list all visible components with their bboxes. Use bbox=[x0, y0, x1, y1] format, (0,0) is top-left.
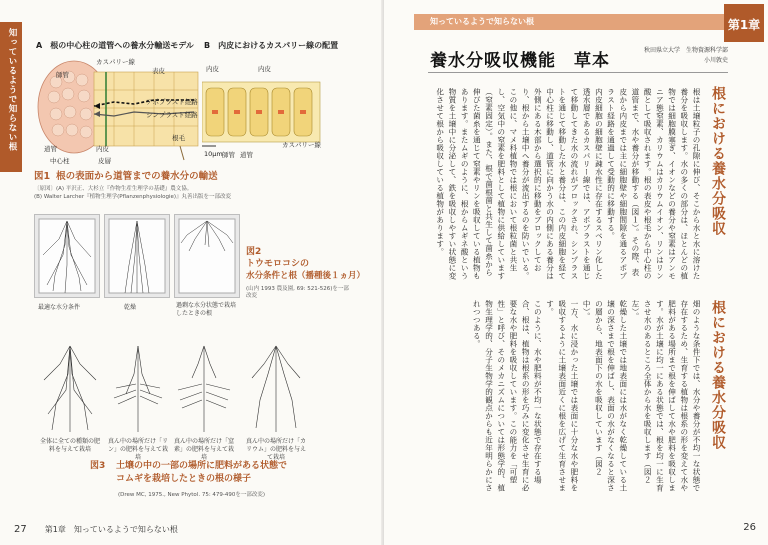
right-page-number: 26 bbox=[743, 522, 756, 533]
chapter-strip-text: 知っているようで知らない根 bbox=[430, 17, 534, 26]
label-apoplast: アポプラスト経路 bbox=[146, 98, 198, 106]
figure1-source-2: (B) Walter Larcher『植物生理学(Pflanzenphysiologie)』丸善出版を一部改変 bbox=[34, 194, 232, 200]
section1-heading: 根における養水分吸収 bbox=[710, 86, 726, 236]
figure3-root-all bbox=[38, 344, 102, 434]
figure3-root-phosphorus bbox=[106, 344, 170, 434]
author-name: 小川敦史 bbox=[703, 57, 728, 64]
figure2-photo-optimal bbox=[34, 214, 100, 298]
figure2-label-dry: 乾燥 bbox=[124, 304, 137, 311]
section2-paragraph-4: このように、水や肥料が不均一な状態で存在する場合、根は、植物は根系の形を巧みに変化させ生育に必要な水や肥料を吸収しています。この能力を「可塑性」と呼び、そのメカニズムについては形態学的、植物生理学的、分子生物学的観点からも近年明らかにされつつある。 bbox=[472, 300, 543, 492]
figure1-caption-number: 図1 bbox=[34, 171, 51, 182]
article-title: 養水分吸収機能 草本 bbox=[430, 51, 610, 71]
figure1-panel-a-title: A 根の中心柱の道管への養水分輸送モデル bbox=[36, 41, 194, 50]
label-phloem-a: 師管 bbox=[56, 71, 69, 79]
label-stele: 中心柱 bbox=[50, 157, 70, 165]
figure3-caption-number: 図3 bbox=[90, 461, 106, 471]
left-running-footer: 第1章 知っているようで知らない根 bbox=[44, 525, 178, 534]
section1-paragraph-2: 内皮細胞の細胞壁に疎水性に存在するスベリン化した透水層であるカスパリー線では、アポプラストを通じて移動してきた水の流れがブロックされ、シンプラストを通じて移動した水と養分は、この内皮細胞を経て中心柱に移動し、道管に向かう水の内側にある養分は外側にある木部から選択的に移動をブロックしており、根から土壌中へ養分が流出するのを防いでいる。 bbox=[521, 88, 604, 280]
side-tab-text: 知っているようで知らない根 bbox=[7, 28, 17, 152]
label-endodermis-b1: 内皮 bbox=[206, 65, 219, 73]
figure2-source: (山内 1993 農及園, 69: 521-526)を一部改変 bbox=[246, 286, 349, 299]
section2-paragraph-2: 乾燥した土壌では地表面には水がなく乾燥している土壌の深さまで根を伸ばし、表面の水がなくなると深さの層から、地表面下の水を吸収しています（図２中）。 bbox=[582, 300, 628, 492]
label-casparian-b: カスパリー線 bbox=[282, 141, 321, 149]
label-scale: 10μm bbox=[204, 150, 223, 158]
label-root-hair: 根毛 bbox=[172, 134, 185, 142]
figure1-caption-text: 根の表面から道管までの養水分の輸送 bbox=[56, 171, 218, 182]
section2-heading: 根における養水分吸収 bbox=[710, 300, 726, 450]
left-footer bbox=[14, 524, 178, 535]
figure1-panel-b-diagram bbox=[202, 74, 322, 148]
label-endodermis-b2: 内皮 bbox=[258, 65, 271, 73]
section2-paragraph-3: 一方、水に浸かった土壌では表面に十分な水や肥料を吸収するように土壌表面近くに根を広げて生育させます。 bbox=[545, 300, 579, 492]
section1-paragraph-3: この他に、マメ科植物では根において根粒菌と共生し、空気中の窒素を肥料として植物に供給しています（窒素固定）。また、根で菌根菌と共生して菌糸から伸びた菌糸を通じて窒素やリンを吸収している植物もあります。またムギのように、根からムギネ酸という物質を土壌中に分泌して、鉄を吸収しやすい状態に変化させて根から吸収している植物があります。 bbox=[435, 88, 518, 280]
label-xylem-a: 道管 bbox=[44, 145, 57, 153]
figure2-photo-wet bbox=[174, 214, 240, 298]
label-cortex: 皮層 bbox=[98, 157, 111, 165]
section2-body bbox=[396, 300, 702, 496]
label-phloem-b: 師管 bbox=[222, 151, 235, 159]
figure3-root-nitrogen bbox=[172, 344, 236, 434]
label-xylem-b: 道管 bbox=[240, 151, 253, 159]
section1-body bbox=[396, 88, 702, 284]
author-affiliation: 秋田県立大学 生物資源科学部 bbox=[643, 47, 728, 54]
chapter-label: 第1章 bbox=[727, 18, 761, 32]
figure1-panel-b-title: B 内皮におけるカスパリー線の配置 bbox=[204, 41, 339, 50]
figure3-root-potassium bbox=[244, 344, 308, 434]
figure2-label-optimal: 最適な水分条件 bbox=[38, 304, 81, 311]
figure3-caption-line2: コムギを栽培したときの根の様子 bbox=[116, 474, 252, 484]
figure3-caption-line1: 土壌の中の一部の場所に肥料がある状態で bbox=[116, 461, 288, 471]
figure3-label-phosphorus: 真ん中の場所だけ「リン」の肥料を与えて栽培 bbox=[107, 438, 168, 461]
figure3-label-potassium: 真ん中の場所だけ「カリウム」の肥料を与えて栽培 bbox=[245, 438, 306, 461]
figure1-source-1: 〔原図〕(A) 平沢正、大杉立『作物生産生理学の基礎』農文協。 bbox=[34, 186, 193, 192]
label-epidermis-a: 表皮 bbox=[152, 67, 165, 75]
figure2-caption-line1: トウモロコシの bbox=[246, 259, 310, 269]
figure3-label-nitrogen: 真ん中の場所だけ「窒素」の肥料を与えて栽培 bbox=[173, 438, 234, 461]
figure2-label-wet: 過剰な水分状態で栽培したときの根 bbox=[176, 302, 237, 317]
label-endodermis-a: 内皮 bbox=[96, 145, 109, 153]
figure1-panel-a-diagram bbox=[34, 52, 202, 162]
left-page-number: 27 bbox=[14, 524, 27, 535]
figure2-photo-dry bbox=[104, 214, 170, 298]
section2-paragraph-1: 畑のような条件下では、水分や養分が不均一な状態で存在するため、生育する植物は根系の形を変えて水や肥料がある場所まで根を伸ばして水や肥料を吸収します。水が土壌に均一にある状態では、根を均一に生育させ水のあるところ全体から水を吸収します（図２左）。 bbox=[630, 300, 701, 492]
figure1-caption bbox=[34, 168, 218, 182]
author-block bbox=[632, 46, 728, 66]
section1-paragraph-1: 根は土壌粒子の孔隙に伸び、そこから水と水に溶けた養分を吸収します。水の多くの部分は、ほとんどの植物では細胞膜塞ぎ、イオンなどの養分や窒素はアンモニア態窒素、カリウムはカリウムイオン、リンはリン酸として吸収されます。根の表皮や根毛から中心柱の道管まで、水や養分が移動する（図１）。その際、表皮から内皮までは主に細胞壁や細胞間隙を通るアポプラスト経路を通過して受動的に移動する。 bbox=[606, 88, 701, 280]
label-casparian-a: カスパリー線 bbox=[96, 58, 135, 66]
label-symplast: シンプラスト経路 bbox=[146, 111, 198, 119]
figure3-label-all: 全体に全ての種類の肥料を与えて栽培 bbox=[39, 438, 100, 453]
figure2-caption-line2: 水分条件と根（播種後１ヵ月） bbox=[246, 271, 366, 281]
figure3-source: (Drew MC, 1975., New Phytol. 75: 479-490を一部改変) bbox=[118, 492, 266, 498]
title-rule bbox=[428, 72, 728, 73]
figure2-caption-number: 図2 bbox=[246, 247, 262, 257]
